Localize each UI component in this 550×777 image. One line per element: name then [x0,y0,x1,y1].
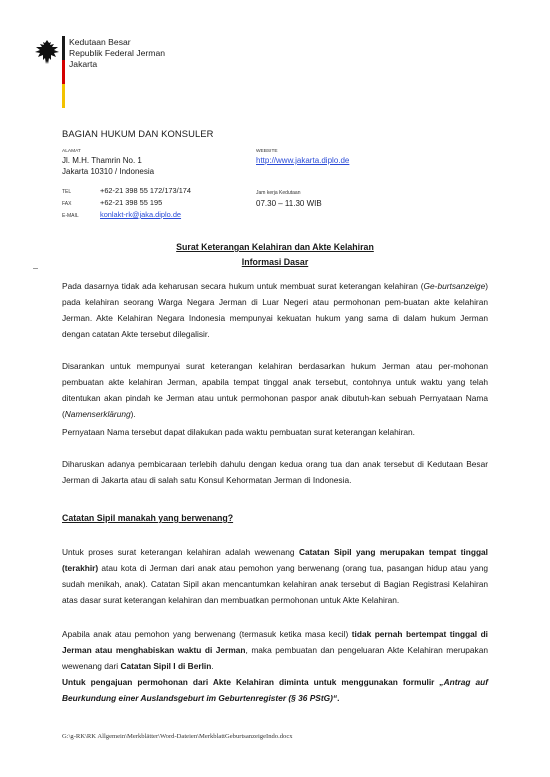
address-line-1: Jl. M.H. Thamrin No. 1 [62,156,142,165]
p5-bold: Catatan Sipil yang merupakan tempat tinggal (terakhir) [62,547,488,573]
tel-value: +62-21 398 55 172/173/174 [100,186,192,195]
p5-text-2: atau kota di Jerman dari anak atau pemohon yang berwenang (orang tua, pasangan hidup atau yang sudah menikah, anak). Catatan Sipil akan mencantumkan kelahiran anak tersebut di Bagian Registrasi Kelahiran atas dasar surat keterangan kelahiran dan membuatkan permohonan untuk Akte Kelahiran. [62,563,488,605]
email-label: E-MAIL [62,213,79,219]
website-label: WEBSITE [256,149,278,154]
flag-gold-stripe [62,84,65,108]
hours-label: Jam kerja Kedutaan [256,190,301,196]
address-line-2: Jakarta 10310 / Indonesia [62,166,155,176]
paragraph-5 [62,544,488,608]
section-title: BAGIAN HUKUM DAN KONSULER [62,128,214,139]
p2-text-2: ). [130,409,136,419]
document-subtitle: Informasi Dasar [241,257,309,267]
german-flag-bar [62,36,65,108]
website-block [256,147,349,167]
p7-form-name: „Antrag auf Beurkundung einer Auslandsgeburt im Geburtenregister (§ 36 PStG)“ [62,677,488,703]
paragraph-3: Pernyataan Nama tersebut dapat dilakukan pada waktu pembuatan surat keterangan kelahiran. [62,427,415,437]
agency-line-1: Kedutaan Besar [69,37,131,47]
fax-row [62,198,260,207]
p2-term: Namenserklärung [64,409,131,419]
address-block [62,147,154,177]
paragraph-6 [62,626,488,706]
email-row [62,210,260,219]
hours-value: 07.30 – 11.30 WIB [256,199,322,208]
document-title: Surat Keterangan Kelahiran dan Akte Kelahiran [176,242,374,252]
paragraph-4: Diharuskan adanya pembicaraan terlebih dahulu dengan kedua orang tua dan anak tersebut di Kedutaan Besar Jerman di Jakarta atau di salah satu Konsul Kehormatan Jerman di Indonesia. [62,459,488,485]
p6-bold: tidak pernah bertempat tinggal di Jerman atau menghabiskan waktu di Jerman [62,629,488,655]
paragraph-1 [62,278,488,342]
p2-text: Disarankan untuk mempunyai surat keterangan kelahiran berdasarkan hukum Jerman atau per-mohonan pembuatan akte kelahiran Jerman, apabila tempat tinggal anak tersebut, contohnya untuk waktu yang telah ditentukan akan pindah ke Jerman atau untuk permohonan paspor anak dibutuh-kan sebuah Pernyataan Nama ( [62,361,488,419]
subheading: Catatan Sipil manakah yang berwenang? [62,513,234,523]
p6-text-3: . [211,661,214,671]
p1-text-2: ) pada kelahiran seorang Warga Negara Jerman di Luar Negeri atau permohonan pem-buatan akte kelahiran Jerman. Akte Kelahiran Negara Indonesia mempunyai kekuatan hukum yang sama di dalam hukum Jerman dengan catatan Akte tersebut dilegalisir. [62,281,488,339]
p6-text-2: , maka pembuatan dan pengeluaran Akte Kelahiran merupakan wewenang dari [62,645,488,671]
p5-text: Untuk proses surat keterangan kelahiran adalah wewenang [62,547,299,557]
flag-black-stripe [62,36,65,60]
paragraph-2 [62,358,488,422]
flag-red-stripe [62,60,65,84]
fax-label: FAX [62,201,72,207]
federal-eagle-icon [34,38,60,66]
address-label: ALAMAT [62,149,81,154]
tel-label: TEL [62,189,72,195]
p7-end: . [337,693,340,703]
email-link[interactable]: konlakt-rk@jaka.diplo.de [100,210,182,219]
p6-text: Apabila anak atau pemohon yang berwenang (termasuk ketika masa kecil) [62,629,352,639]
fax-value: +62-21 398 55 195 [100,198,163,207]
p1-term: Ge-burtsanzeige [423,281,486,291]
p7-bold: Untuk pengajuan permohonan dari Akte Kelahiran diminta untuk menggunakan formulir [62,677,440,687]
agency-line-3: Jakarta [69,59,98,69]
fold-mark [33,268,38,269]
tel-row [62,186,260,195]
website-link[interactable]: http://www.jakarta.diplo.de [256,156,350,165]
agency-line-2: Republik Federal Jerman [69,48,166,58]
p6-bold-2: Catatan Sipil I di Berlin [120,661,212,671]
file-path-footer: G:\g-RK\RK Allgemein\Merkblätter\Word-Dateien\MerkblattGeburtsanzeigeIndo.docx [62,733,293,740]
agency-name [69,37,165,70]
p1-text: Pada dasarnya tidak ada keharusan secara hukum untuk membuat surat keterangan kelahiran ( [62,281,424,291]
